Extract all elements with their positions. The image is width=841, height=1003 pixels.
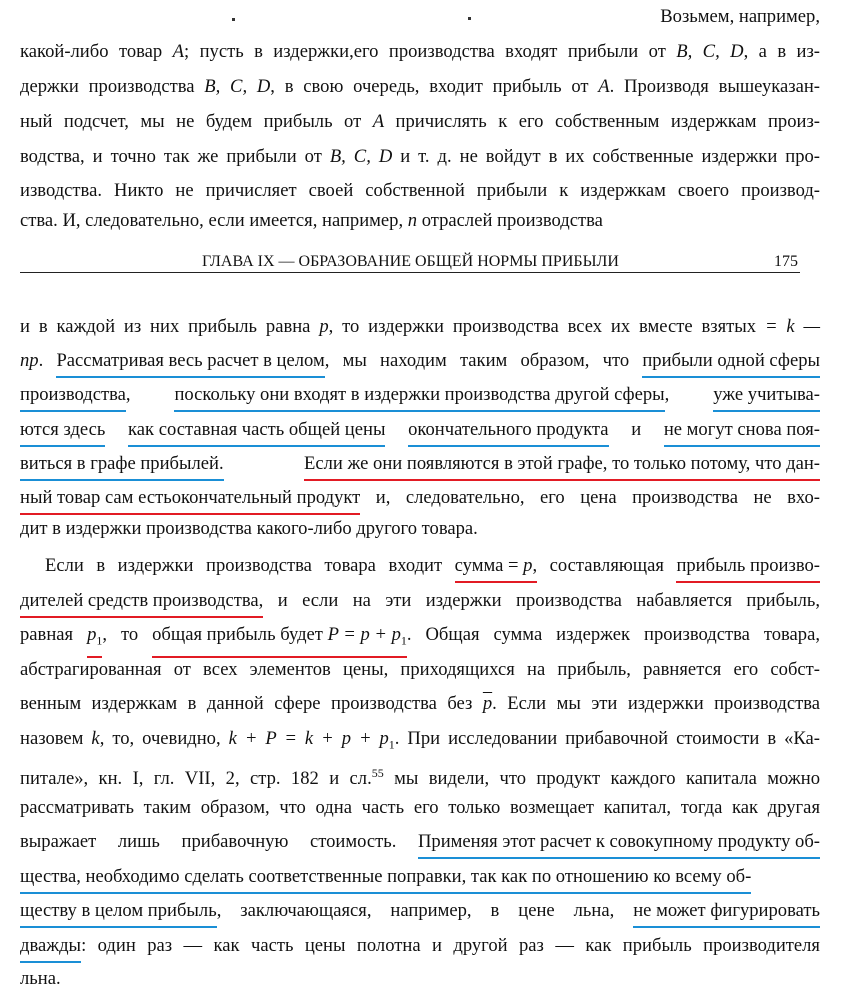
red-underline: Если же они появляются в этой графе, то только потому, что дан- — [304, 453, 820, 474]
red-underline: окончательный продукт — [171, 487, 361, 508]
text-line-top-6: изводства. Никто не причисляет своей собственной прибыли к издержкам своего производ- — [20, 180, 820, 201]
p2-line-6: назовем k, то, очевидно, $k + P = k + p + p_1$. При исследовании прибавочной стоимости в «Ка- — [20, 728, 820, 752]
p1-line-1: и в каждой из них прибыль равна p, то издержки производства всех их вместе взятых = k — — [20, 316, 821, 337]
text-line-top-2: какой-либо товар A; пусть в издержки,его производства входят прибыли от B, C, D, а в из- — [20, 41, 821, 62]
text-line-top-7: ства. И, следовательно, если имеется, например, n отраслей производства — [20, 210, 603, 231]
text-line-top-4: ный подсчет, мы не будем прибыль от A причислять к его собственным издержкам произ- — [20, 111, 821, 132]
red-underline: дителей средств производства, — [20, 590, 264, 611]
blue-underline: не могут снова поя- — [663, 419, 820, 440]
blue-underline: Применяя этот расчет к совокупному продукту об- — [417, 831, 820, 852]
text-line-top-5: водства, и точно так же прибыли от B, C, D и т. д. не войдут в их собственные издержки про- — [20, 146, 820, 167]
header-rule — [20, 272, 800, 273]
red-underline: $p_1$ — [87, 624, 102, 652]
chapter-title: ГЛАВА IX — ОБРАЗОВАНИЕ ОБЩЕЙ НОРМЫ ПРИБЫЛИ — [202, 253, 619, 270]
p2-line-10 — [20, 866, 820, 888]
blue-underline: окончательного продукта — [408, 419, 609, 440]
blue-underline: ются здесь — [20, 419, 106, 440]
blue-underline: производства — [20, 384, 126, 405]
p1-line-7: дит в издержки производства какого-либо другого товара. — [20, 518, 478, 539]
blue-underline: ществу в целом прибыль — [20, 900, 217, 921]
text-line-top-1: Возьмем, например, — [660, 6, 820, 27]
blue-underline: дважды — [20, 935, 82, 956]
blue-underline: как составная часть общей цены — [128, 419, 386, 440]
blue-underline: прибыли одной сферы — [642, 350, 820, 371]
p2-line-1: Если в издержки производства товара входит сумма = p, составляющая прибыль произво- — [45, 555, 820, 576]
p2-line-12: дважды: один раз — как часть цены полотна и другой раз — как прибыль производителя — [20, 935, 820, 956]
red-underline: сумма = p, — [454, 555, 538, 576]
red-underline: прибыль произво- — [676, 555, 820, 576]
p2-line-13: льна. — [20, 968, 61, 989]
p2-line-9: выражает лишь прибавочную стоимость. Применяя этот расчет к совокупному продукту об- — [20, 831, 820, 852]
blue-underline: щества, необходимо сделать соответственные поправки, так как по отношению ко всему об- — [20, 866, 752, 887]
p1-line-2: np. Рассматривая весь расчет в целом, мы находим таким образом, что прибыли одной сферы — [20, 350, 820, 371]
text-line-top-3: держки производства B, C, D, в свою очередь, входит прибыль от A. Производя вышеуказан- — [20, 76, 820, 97]
blue-underline: не может фигурировать — [633, 900, 820, 921]
p2-line-11: ществу в целом прибыль, заключающаяся, например, в цене льна, не может фигурировать — [20, 900, 820, 921]
blue-underline: поскольку они входят в издержки производства другой сферы — [174, 384, 665, 405]
red-underline: ный товар сам есть — [20, 487, 172, 508]
p2-line-7: питале», кн. I, гл. VII, 2, стр. 182 и сл.$^{55}$ мы видели, что продукт каждого капитала можно — [20, 766, 820, 790]
p1-line-4: ются здесь как составная часть общей цены окончательного продукта и не могут снова поя- — [20, 419, 820, 440]
p2-line-5: венным издержкам в данной сфере производства без $\overline{p}$. Если мы эти издержки производства — [20, 693, 820, 714]
blue-underline: Рассматривая весь расчет в целом — [56, 350, 325, 371]
p1-line-6: ный товар сам естьокончательный продукт и, следовательно, его цена производства не вхо- — [20, 487, 820, 508]
footnote-ref: 55 — [371, 766, 384, 780]
p2-line-4: абстрагированная от всех элементов цены, приходящихся на прибыль, равняется его собст- — [20, 659, 820, 680]
p2-line-2: дителей средств производства, и если на эти издержки производства набавляется прибыль, — [20, 590, 820, 611]
p1-line-5 — [20, 453, 820, 475]
page-number: 175 — [774, 253, 798, 270]
p1-line-3: производства, поскольку они входят в издержки производства другой сферы, уже учитыва- — [20, 384, 820, 405]
red-underline: общая прибыль будет $P = p + p_1$ — [152, 624, 407, 652]
blue-underline: уже учитыва- — [713, 384, 820, 405]
p2-line-3: равная $p_1$, то общая прибыль будет $P = p + p_1$. Общая сумма издержек производства товара, — [20, 624, 820, 652]
p2-line-8: рассматривать таким образом, что одна часть его только возмещает капитал, тогда как другая — [20, 797, 820, 818]
blue-underline: виться в графе прибылей. — [20, 453, 224, 474]
